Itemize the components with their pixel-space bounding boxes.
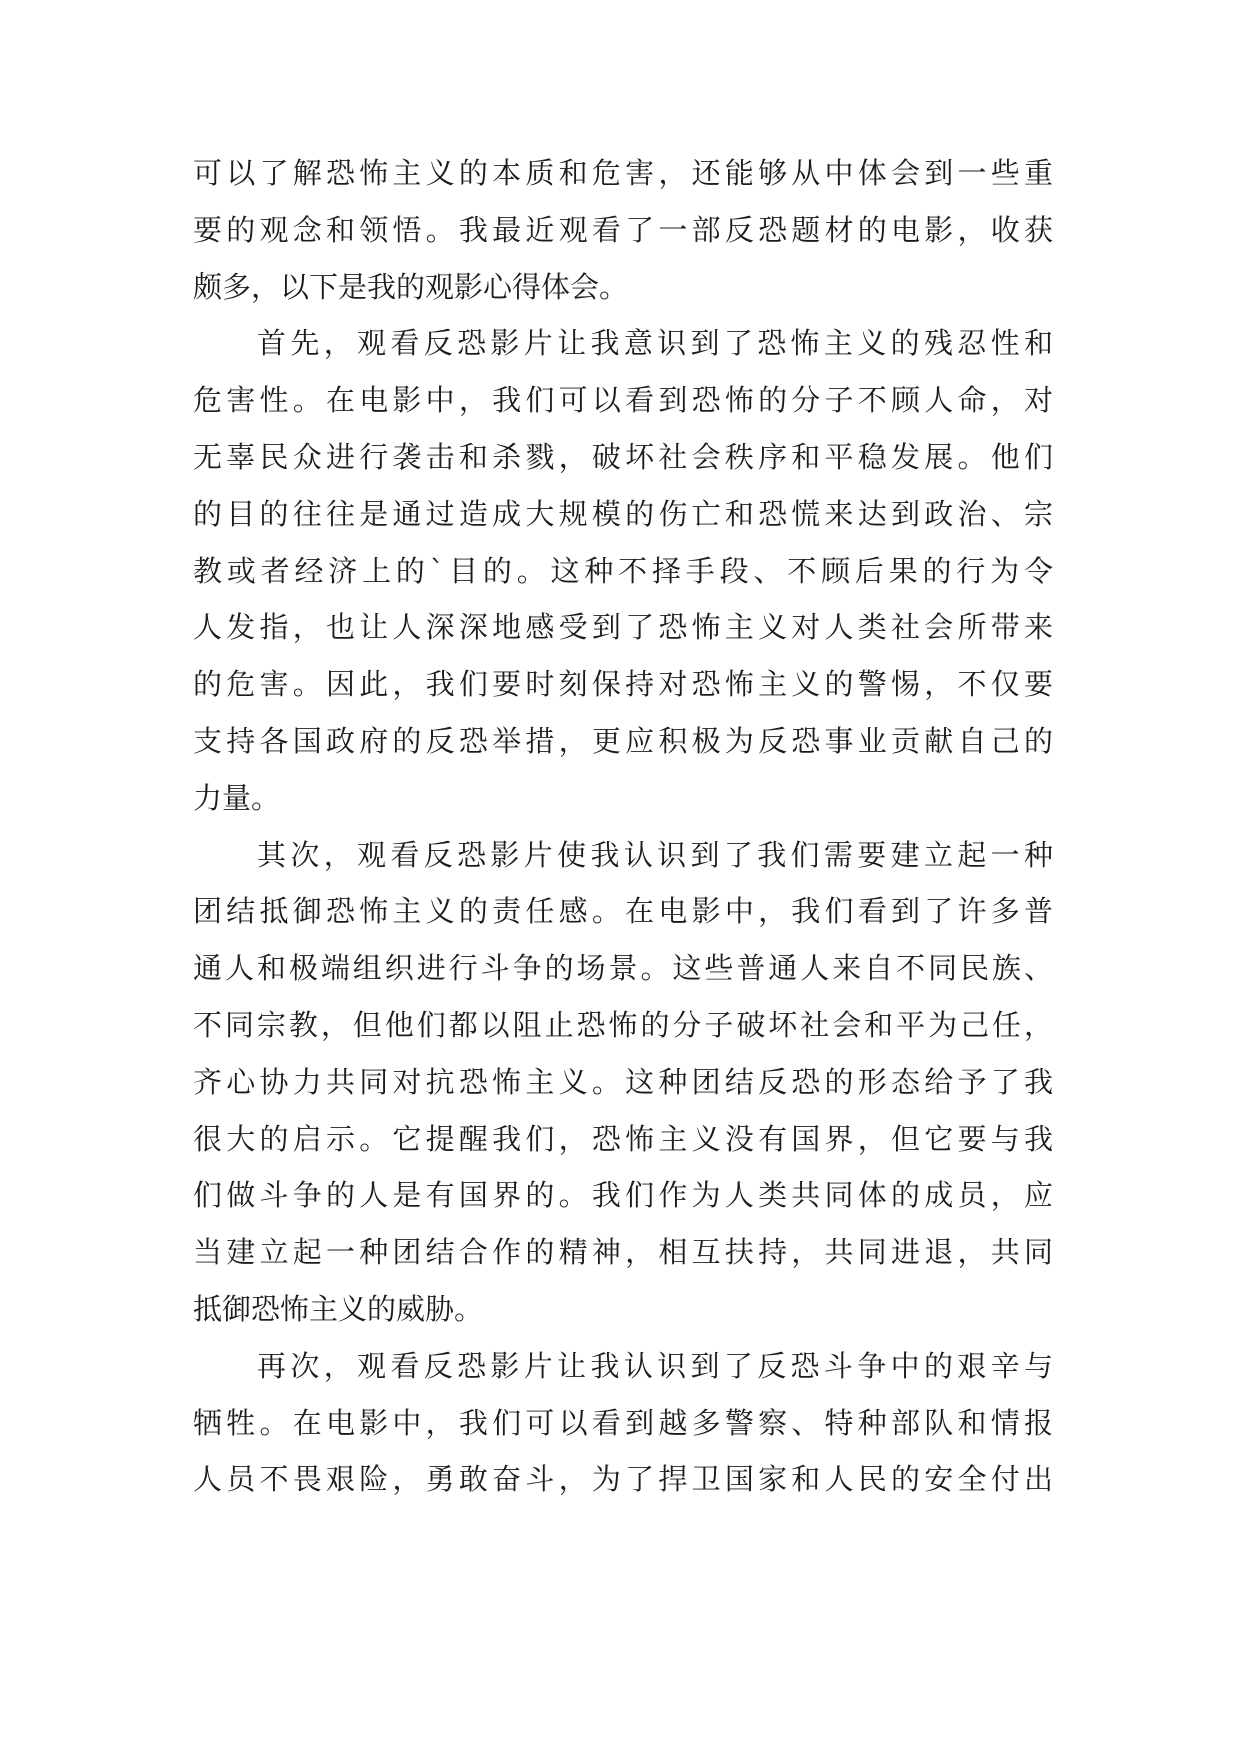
text-line: 的危害。因此，我们要时刻保持对恐怖主义的警惕，不仅要 <box>193 667 1053 702</box>
text-line: 教或者经济上的`目的。这种不择手段、不顾后果的行为令 <box>193 553 1053 588</box>
text-line: 齐心协力共同对抗恐怖主义。这种团结反恐的形态给予了我 <box>193 1064 1053 1099</box>
text-line: 牺牲。在电影中，我们可以看到越多警察、特种部队和情报 <box>193 1405 1053 1440</box>
text-line: 危害性。在电影中，我们可以看到恐怖的分子不顾人命，对 <box>193 383 1053 418</box>
document-body <box>193 145 1053 1508</box>
text-line: 很大的启示。它提醒我们，恐怖主义没有国界，但它要与我 <box>193 1121 1053 1156</box>
text-line: 支持各国政府的反恐举措，更应积极为反恐事业贡献自己的 <box>193 723 1053 758</box>
paragraph-first-line: 其次，观看反恐影片使我认识到了我们需要建立起一种 <box>257 837 1053 872</box>
text-line: 的目的往往是通过造成大规模的伤亡和恐慌来达到政治、宗 <box>193 496 1053 531</box>
text-line: 力量。 <box>193 780 281 815</box>
text-line: 要的观念和领悟。我最近观看了一部反恐题材的电影，收获 <box>193 212 1053 247</box>
text-line: 无辜民众进行袭击和杀戮，破坏社会秩序和平稳发展。他们 <box>193 439 1053 474</box>
text-line: 抵御恐怖主义的威胁。 <box>193 1291 484 1326</box>
text-line: 不同宗教，但他们都以阻止恐怖的分子破坏社会和平为己任， <box>193 1007 1053 1042</box>
text-line: 人员不畏艰险，勇敢奋斗，为了捍卫国家和人民的安全付出 <box>193 1462 1053 1497</box>
paragraph-first-line: 再次，观看反恐影片让我认识到了反恐斗争中的艰辛与 <box>257 1348 1053 1383</box>
text-line: 通人和极端组织进行斗争的场景。这些普通人来自不同民族、 <box>193 951 1053 986</box>
text-line: 人发指，也让人深深地感受到了恐怖主义对人类社会所带来 <box>193 610 1053 645</box>
paragraph-first-line: 首先，观看反恐影片让我意识到了恐怖主义的残忍性和 <box>257 326 1053 361</box>
text-line: 团结抵御恐怖主义的责任感。在电影中，我们看到了许多普 <box>193 894 1053 929</box>
text-line: 们做斗争的人是有国界的。我们作为人类共同体的成员，应 <box>193 1178 1053 1213</box>
text-line: 当建立起一种团结合作的精神，相互扶持，共同进退，共同 <box>193 1235 1053 1270</box>
text-line: 可以了解恐怖主义的本质和危害，还能够从中体会到一些重 <box>193 156 1053 190</box>
text-line: 颇多，以下是我的观影心得体会。 <box>193 269 629 304</box>
